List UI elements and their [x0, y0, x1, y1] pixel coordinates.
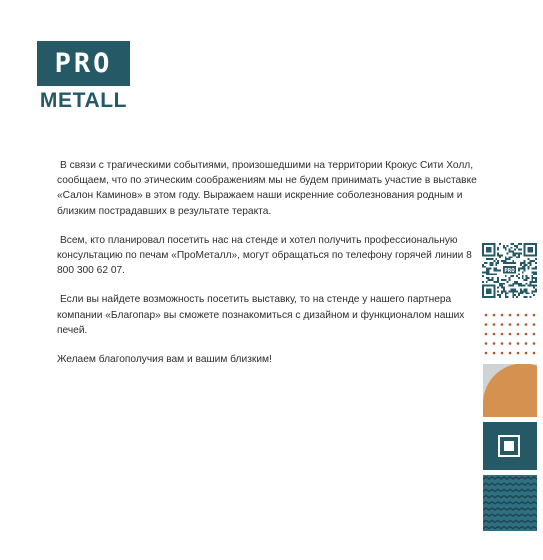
square-frame-icon: [498, 435, 520, 457]
logo-box: [37, 41, 130, 86]
paragraph-consultation: Всем, кто планировал посетить нас на стенде и хотел получить профессиональную консультацию по печам «ПроМеталл», могут обращаться по телефону горячей линии 8 800 300 62 07.: [57, 234, 472, 277]
dot-grid-decoration: [483, 312, 537, 356]
square-tile-decoration: [483, 422, 537, 470]
announcement-text: [57, 158, 482, 381]
paragraph-cancellation: В связи с трагическими событиями, произошедшими на территории Крокус Сити Холл, сообщаем, что по этическим соображениям мы не будем принимать участие в выставке «Салон Каминов» в этом году. Выражаем наши искренние соболезнования родным и близким пострадавших в результате теракта.: [57, 160, 477, 217]
arc-tile-decoration: [483, 364, 537, 417]
paragraph-partner-stand: Если вы найдете возможность посетить выставку, то на стенде у нашего партнера компании «Благопар» вы сможете познакомиться с дизайном и функционалом наших печей.: [57, 294, 465, 336]
logo-pro-text: PRO: [54, 48, 113, 79]
promettall-logo: [37, 41, 130, 111]
wave-tile-decoration: [483, 475, 537, 531]
qr-logo-label: PRO: [504, 267, 515, 274]
paragraph-wishes: Желаем благополучия вам и вашим близким!: [57, 354, 272, 366]
qr-code-icon[interactable]: [482, 243, 537, 298]
logo-metall-text: METALL: [39, 89, 128, 112]
